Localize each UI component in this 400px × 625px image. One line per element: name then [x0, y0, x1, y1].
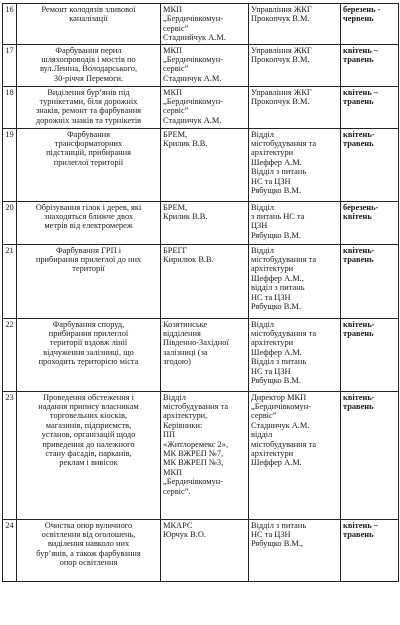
row-number: 16: [3, 4, 17, 45]
task-cell: Обрізування гілок і дерев, які знаходяться ближче двох метрів від електромереж: [17, 201, 161, 244]
row-number: 22: [3, 318, 17, 391]
executor-cell: МКП „Бердичівкомун- сервіс” Стадничук А.М.: [161, 86, 249, 128]
executor-cell: БРЕМ, Крилик В.В.: [161, 128, 249, 201]
executor-cell: Козятинське відділення Південно-Західної залізниці (за згодою): [161, 318, 249, 391]
row-number: 18: [3, 86, 17, 128]
row-number: 17: [3, 44, 17, 86]
responsible-cell: Відділ з питань НС та ЦЗН Рябущко В.М.,: [249, 519, 341, 581]
row-number: 23: [3, 391, 17, 519]
row-number: 20: [3, 201, 17, 244]
responsible-cell: Відділ містобудування та архітектури Шеффер А.М., відділ з питань НС та ЦЗН Рябущко В.М.: [249, 244, 341, 318]
responsible-cell: Управління ЖКГ Прокопчук В.М.: [249, 44, 341, 86]
task-cell: Виділення бур’янів під турнікетами, біля дорожніх знаків, ремонт та фарбування дорожніх знаків та турнікетів: [17, 86, 161, 128]
row-number: 21: [3, 244, 17, 318]
responsible-cell: Відділ містобудування та архітектури Шеффер А.М. Відділ з питань НС та ЦЗН Рябущко В.М.: [249, 128, 341, 201]
table-row: [3, 318, 399, 391]
executor-cell: МКП „Бердичівкомун- сервіс” Стаднийчук А.М.: [161, 4, 249, 45]
term-cell: квітень- травень: [341, 128, 399, 201]
term-cell: березень- квітень: [341, 201, 399, 244]
table-row: [3, 128, 399, 201]
work-plan-table: [2, 3, 399, 582]
term-cell: квітень- травень: [341, 318, 399, 391]
table-row: [3, 4, 399, 45]
task-cell: Ремонт колодязів зливової каналізації: [17, 4, 161, 45]
table-row: [3, 244, 399, 318]
task-cell: Фарбування трансформаторних підстанцій, прибирання прилеглої території: [17, 128, 161, 201]
term-cell: квітень- травень: [341, 391, 399, 519]
table-body: [3, 4, 399, 582]
term-cell: березень - червень: [341, 4, 399, 45]
executor-cell: МКП „Бердичівкомун- сервіс” Стадничук А.М.: [161, 44, 249, 86]
table-row: [3, 201, 399, 244]
row-number: 19: [3, 128, 17, 201]
responsible-cell: Управління ЖКГ Прокопчук В.М.: [249, 86, 341, 128]
executor-cell: БРЕМ, Крилик В.В.: [161, 201, 249, 244]
executor-cell: МКАРС Юрчук В.О.: [161, 519, 249, 581]
row-number: 24: [3, 519, 17, 581]
executor-cell: БРЕГГ Кирилюк В.В.: [161, 244, 249, 318]
term-cell: квітень – травень: [341, 86, 399, 128]
responsible-cell: Управління ЖКГ Прокопчук В.М.: [249, 4, 341, 45]
task-cell: Фарбування споруд, прибирання прилеглої території вздовж лінії відчуження залізниці, що проходить територією міста: [17, 318, 161, 391]
table-row: [3, 391, 399, 519]
document-page: [2, 3, 398, 582]
task-cell: Очистка опор вуличного освітлення від оголошень, виділення навколо них бур’янів, а також фарбування опор освітлення: [17, 519, 161, 581]
table-row: [3, 519, 399, 581]
table-row: [3, 86, 399, 128]
responsible-cell: Відділ містобудування та архітектури Шеффер А.М. Відділ з питань НС та ЦЗН Рябущко В.М.: [249, 318, 341, 391]
executor-cell: Відділ містобудування та архітектури, Керівники: ПП «Житлоремекс 2», МК ВЖРЕП №7, МК ВЖРЕП №3, МКП „Бердичівкомун- сервіс”.: [161, 391, 249, 519]
term-cell: квітень- травень: [341, 244, 399, 318]
table-row: [3, 44, 399, 86]
task-cell: Фарбування перил шляхопроводів і мостів по вул.Леніна, Володарського, 30-річчя Перемоги.: [17, 44, 161, 86]
task-cell: Проведення обстеження і надання припису власникам торговельних кіосків, магазинів, підприємств, установ, організацій щодо приведення до належного стану фасадів, парканів, реклам і вивісок: [17, 391, 161, 519]
responsible-cell: Відділ з питань НС та ЦЗН Рябущко В.М.: [249, 201, 341, 244]
task-cell: Фарбування ГРП і прибирання прилеглої до них території: [17, 244, 161, 318]
term-cell: квітень – травень: [341, 519, 399, 581]
responsible-cell: Директор МКП „Бердичівкомун- сервіс” Стадничук А.М. відділ містобудування та архітектури Шеффер А.М.: [249, 391, 341, 519]
term-cell: квітень – травень: [341, 44, 399, 86]
